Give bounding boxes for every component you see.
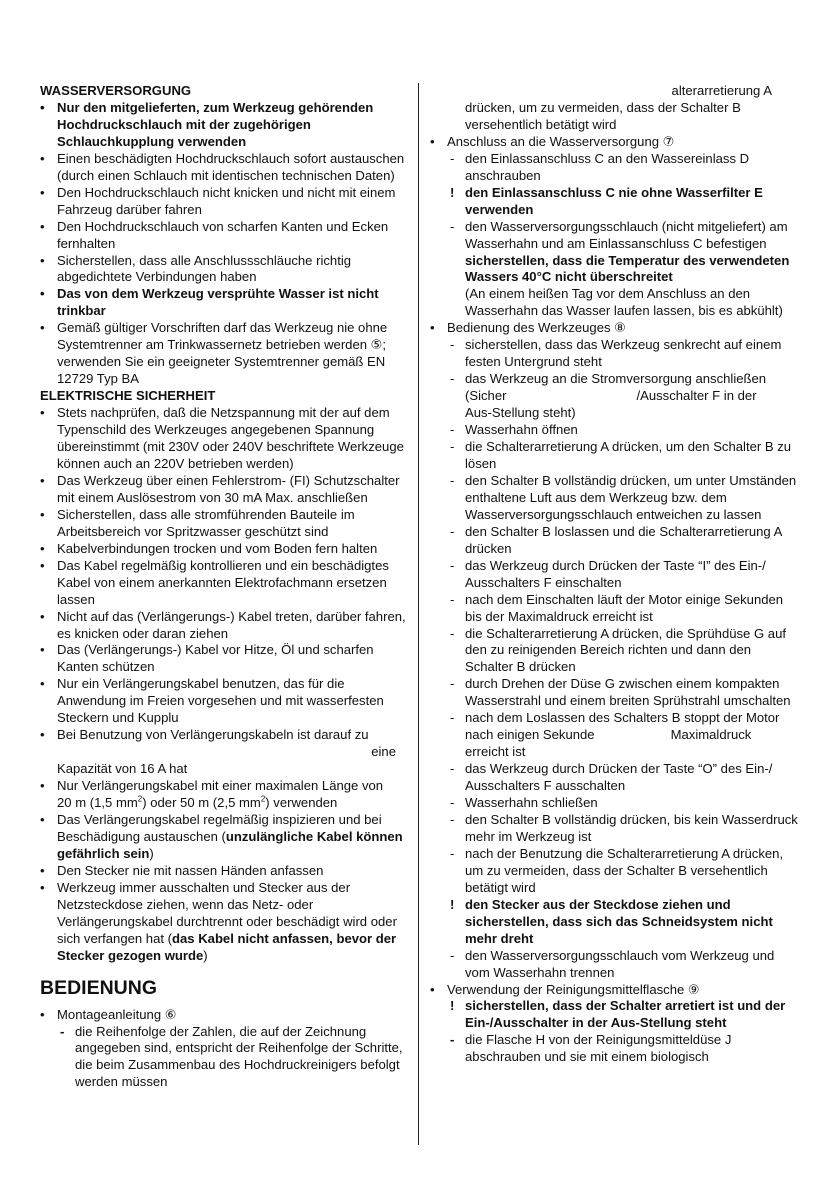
elec-item-11 [40, 812, 410, 863]
water-item-2: • Einen beschädigten Hochdruckschlauch sofort austauschen (durch einen Schlauch mit identischen technischen Daten) [40, 151, 410, 185]
bed-step-2-a: das Werkzeug an die Stromversorgung anschließen [465, 371, 767, 387]
bed-step-7: - das Werkzeug durch Drücken der Taste “I” des Ein-/ Ausschalters F einschalten [430, 558, 802, 592]
bed-step-6: - den Schalter B loslassen und die Schalterarretierung A drücken [430, 524, 802, 558]
bed-step-12: - das Werkzeug durch Drücken der Taste “O” des Ein-/ Ausschalters F ausschalten [430, 761, 802, 795]
bed-step-13: - Wasserhahn schließen [430, 795, 802, 812]
elec-item-1: • Stets nachprüfen, daß die Netzspannung mit der auf dem Typenschild des Werkzeuges angegebenen Spannung übereinstimmt (mit 230V oder 240V beschriftete Werkzeuge können auch an 220V betrieben werden) [40, 405, 410, 473]
elec-item-6: • Nicht auf das (Verlängerungs-) Kabel treten, darüber fahren, es knicken oder daran ziehen [40, 609, 410, 643]
anschluss-step-2: - den Wasserversorgungsschlauch (nicht mitgeliefert) am Wasserhahn und am Einlassanschluss C befestigen [430, 219, 802, 253]
water-item-5: • Sicherstellen, dass alle Anschlussschläuche richtig abgedichtete Verbindungen haben [40, 253, 410, 287]
bed-step-15: - nach der Benutzung die Schalterarretierung A drücken, um zu vermeiden, dass der Schalter B versehentlich betätigt wird [430, 846, 802, 897]
bed-step-11-d: erreicht ist [465, 744, 526, 760]
bed-step-11-b: nach einigen Sekunde [465, 727, 595, 743]
elec-item-9-fragment: eine [371, 744, 396, 760]
elec-item-2: • Das Werkzeug über einen Fehlerstrom- (FI) Schutzschalter mit einem Auslösestrom von 30 mA Max. anschließen [40, 473, 410, 507]
elec-item-10-a: Nur Verlängerungskabel mit einer maximalen Länge von [57, 778, 384, 794]
water-item-6: • Das von dem Werkzeug versprühte Wasser ist nicht trinkbar [40, 286, 410, 320]
top-cont: drücken, um zu vermeiden, dass der Schalter B versehentlich betätigt wird [465, 99, 741, 132]
bed-step-11-c: Maximaldruck [670, 727, 752, 743]
elec-item-4: • Kabelverbindungen trocken und vom Boden fern halten [40, 541, 410, 558]
bed-step-1: - sicherstellen, dass das Werkzeug senkrecht auf einem festen Untergrund steht [430, 337, 802, 371]
bedienung-heading: BEDIENUNG [40, 976, 158, 999]
bed-step-2 [430, 371, 802, 422]
elec-item-10 [40, 778, 410, 812]
anschluss-warning: ! den Einlassanschluss C nie ohne Wasserfilter E verwenden [430, 185, 802, 219]
bedienung-label: • Bedienung des Werkzeuges ⑧ [430, 320, 802, 337]
column-divider [418, 83, 419, 1145]
bed-step-8: - nach dem Einschalten läuft der Motor einige Sekunden bis der Maximaldruck erreicht ist [430, 592, 802, 626]
bed-step-11 [430, 710, 802, 761]
anschluss-label: • Anschluss an die Wasserversorgung ⑦ [430, 134, 802, 151]
elec-item-3: • Sicherstellen, dass alle stromführenden Bauteile im Arbeitsbereich vor Spritzwasser geschützt sind [40, 507, 410, 541]
superscript-2b: 2 [260, 794, 266, 804]
elec-item-10-c: ) oder 50 m (2,5 mm [142, 795, 261, 811]
elec-item-10-d: ) verwenden [265, 795, 338, 811]
water-item-4: • Den Hochdruckschlauch von scharfen Kanten und Ecken fernhalten [40, 219, 410, 253]
bed-step-3: - Wasserhahn öffnen [430, 422, 802, 439]
elec-item-13-bold: das Kabel nicht anfassen, bevor der Stecker gezogen wurde [57, 930, 397, 963]
water-item-3: • Den Hochdruckschlauch nicht knicken und nicht mit einem Fahrzeug darüber fahren [40, 185, 410, 219]
bed-step-10: - durch Drehen der Düse G zwischen einem kompakten Wasserstrahl und einem breiten Sprühstrahl umschalten [430, 676, 802, 710]
bed-step-2-b: (Sicher [465, 388, 507, 404]
anschluss-note: (An einem heißen Tag vor dem Anschluss an den Wasserhahn das Wasser laufen lassen, bis es abkühlt) [465, 286, 783, 319]
bed-step-9: - die Schalterarretierung A drücken, die Sprühdüse G auf den zu reinigenden Bereich richten und dann den Schalter B drücken [430, 626, 802, 677]
reinigung-step-1: - - die Flasche H von der Reinigungsmitteldüse J abschrauben und sie mit einem biologisch [430, 1032, 802, 1066]
montage-label: • Montageanleitung ⑥ [40, 1007, 410, 1024]
bed-step-2-d: Aus-Stellung steht) [465, 405, 576, 421]
right-column [430, 83, 802, 1066]
elec-item-12: • Den Stecker nie mit nassen Händen anfassen [40, 863, 410, 880]
elec-item-13 [40, 880, 410, 965]
top-fragment: alterarretierung A [671, 83, 772, 98]
bed-step-11-a: nach dem Loslassen des Schalters B stoppt der Motor [465, 710, 780, 726]
superscript-2: 2 [137, 794, 143, 804]
elec-item-9: • Bei Benutzung von Verlängerungskabeln ist darauf zu [40, 727, 410, 744]
bed-step-4: - die Schalterarretierung A drücken, um den Schalter B zu lösen [430, 439, 802, 473]
elec-item-11-end: ) [149, 845, 154, 861]
elec-item-7: • Das (Verlängerungs-) Kabel vor Hitze, Öl und scharfen Kanten schützen [40, 642, 410, 676]
section-heading-electrical: ELEKTRISCHE SICHERHEIT [40, 388, 216, 404]
elec-item-11-text: Das Verlängerungskabel regelmäßig inspizieren und bei Beschädigung austauschen ( [57, 811, 382, 844]
section-heading-water: WASSERVERSORGUNG [40, 83, 192, 98]
anschluss-step-1: - den Einlassanschluss C an den Wassereinlass D anschrauben [430, 151, 802, 185]
water-item-1: • Nur den mitgelieferten, zum Werkzeug gehörenden Hochdruckschlauch mit der zugehörigen Schlauchkupplung verwenden [40, 100, 410, 151]
bed-step-16: - den Wasserversorgungsschlauch vom Werkzeug und vom Wasserhahn trennen [430, 948, 802, 982]
left-column [40, 83, 410, 1091]
water-item-7: • Gemäß gültiger Vorschriften darf das Werkzeug nie ohne Systemtrenner am Trinkwassernetz betrieben werden ⑤; verwenden Sie ein geeigneter Systemtrenner gemäß EN 12729 Typ BA [40, 320, 410, 388]
montage-note: - - die Reihenfolge der Zahlen, die auf der Zeichnung angegeben sind, entspricht der Reihenfolge der Schritte, die beim Zusammenbau des Hochdruckreinigers befolgt werden müssen [40, 1024, 410, 1092]
anschluss-temperature: sicherstellen, dass die Temperatur des verwendeten Wassers 40°C nicht überschreitet [465, 252, 790, 285]
elec-item-11-bold: unzulängliche Kabel können gefährlich sein [57, 828, 403, 861]
reinigung-warning: ! sicherstellen, dass der Schalter arretiert ist und der Ein-/Ausschalter in der Aus-Stellung steht [430, 998, 802, 1032]
bed-step-14: - den Schalter B vollständig drücken, bis kein Wasserdruck mehr im Werkzeug ist [430, 812, 802, 846]
elec-item-8: • Nur ein Verlängerungskabel benutzen, das für die Anwendung im Freien vorgesehen und mit wasserfesten Steckern und Kupplu [40, 676, 410, 727]
reinigung-label: • Verwendung der Reinigungsmittelflasche ⑨ [430, 982, 802, 999]
elec-item-5: • Das Kabel regelmäßig kontrollieren und ein beschädigtes Kabel von einem anerkannten Elektrofachmann ersetzen lassen [40, 558, 410, 609]
elec-item-9-cont: Kapazität von 16 A hat [57, 761, 188, 777]
elec-item-13-text: Werkzeug immer ausschalten und Stecker aus der Netzsteckdose ziehen, wenn das Netz- oder Verlängerungskabel durchtrennt oder beschädigt wird oder sich verfangen hat ( [57, 879, 397, 946]
bed-warning: ! den Stecker aus der Steckdose ziehen und sicherstellen, dass sich das Schneidsystem nicht mehr dreht [430, 897, 802, 948]
montage-note-text: die Reihenfolge der Zahlen, die auf der Zeichnung angegeben sind, entspricht der Reihenfolge der Schritte, die beim Zusammenbau des Hochdruckreinigers befolgt werden müssen [75, 1023, 403, 1090]
elec-item-13-end: ) [203, 947, 208, 963]
bed-step-2-c: /Ausschalter F in der [636, 388, 757, 404]
bed-step-5: - den Schalter B vollständig drücken, um unter Umständen enthaltene Luft aus dem Werkzeug bzw. dem Wasserversorgungsschlauch entweichen zu lassen [430, 473, 802, 524]
reinigung-step-1-text: die Flasche H von der Reinigungsmitteldüse J abschrauben und sie mit einem biologisch [465, 1032, 732, 1065]
elec-item-10-b: 20 m (1,5 mm [57, 795, 138, 811]
